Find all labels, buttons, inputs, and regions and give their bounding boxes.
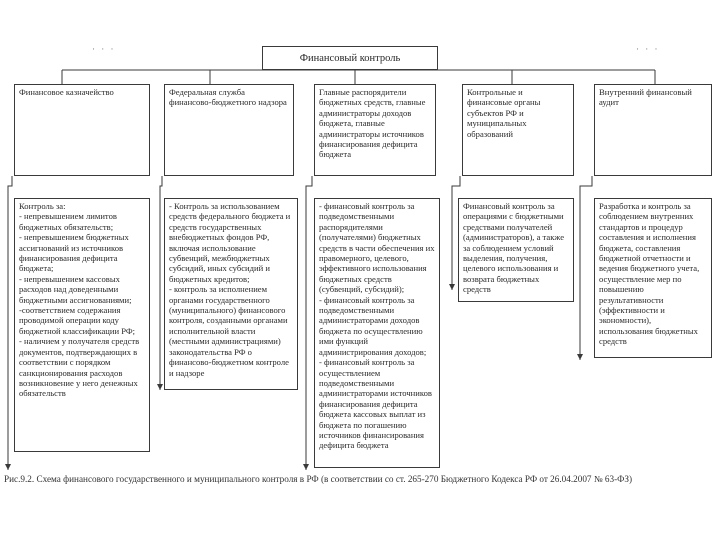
- col-body-treasury: [14, 198, 150, 452]
- chief-managers-item: - финансовый контроль за подведомственными распорядителями (получателями) бюджетных средств в части обеспечения их правомерного, целевого, эффективного использования бюджетных средств (субвенций, субсидий);: [319, 201, 435, 295]
- connector-bracket-3: [306, 176, 312, 470]
- col-body-internal-audit: [594, 198, 712, 358]
- arrowhead-5: [577, 354, 583, 360]
- federal-service-item: - Контроль за использованием средств федерального бюджета и средств государственных внебюджетных фондов РФ, включая использование субвенций, межбюджетных субсидий, иных субсидий и бюджетных кредитов;: [169, 201, 291, 284]
- arrowhead-1: [5, 464, 11, 470]
- federal-service-item: - контроль за исполнением органами государственного (муниципального) финансового контроля, созданными органами исполнительной власти (местными администрациями) законодательства РФ о финансово-бюджетном контроле и надзоре: [169, 284, 289, 378]
- figure-caption: Рис.9.2. Схема финансового государственного и муниципального контроля в РФ (в соответствии со ст. 265-270 Бюджетного Кодекса РФ от 26.04.2007 № 63-ФЗ): [4, 474, 633, 484]
- col-head-chief-managers: Главные распорядители бюджетных средств, главные администраторы доходов бюджета, главные администраторы источников финансирования дефицита бюджета: [314, 84, 436, 176]
- treasury-item: Контроль за:: [19, 201, 66, 211]
- decor-dots-left: · · ·: [92, 44, 116, 54]
- col-head-federal-service: Федеральная служба финансово-бюджетного надзора: [164, 84, 294, 176]
- col-head-regional-bodies: Контрольные и финансовые органы субъектов РФ и муниципальных образований: [462, 84, 574, 176]
- chief-managers-item: - финансовый контроль за подведомственными администраторами доходов бюджета по осуществлению ими функций администрирования доходов;: [319, 294, 427, 357]
- col-body-chief-managers: [314, 198, 440, 468]
- arrowhead-2: [157, 384, 163, 390]
- col-head-treasury: Финансовое казначейство: [14, 84, 150, 176]
- treasury-item: - непревышением лимитов бюджетных обязательств;: [19, 211, 117, 232]
- arrowhead-3: [303, 464, 309, 470]
- treasury-item: -соответствием содержания проводимой операции коду бюджетной классификации РФ;: [19, 305, 136, 336]
- arrowhead-4: [449, 284, 455, 290]
- col-body-regional-bodies: [458, 198, 574, 302]
- col-body-federal-service: [164, 198, 298, 390]
- treasury-item: - непревышением кассовых расходов над доведенными бюджетными ассигнованиями;: [19, 273, 132, 305]
- treasury-item: - наличием у получателя средств документов, подтверждающих в соответствии с порядком санкционирования расходов возникновение у него денежных обязательств: [19, 336, 140, 399]
- connector-bracket-1: [8, 176, 12, 470]
- connector-bracket-2: [160, 176, 162, 390]
- col-head-internal-audit: Внутренний финансовый аудит: [594, 84, 712, 176]
- regional-bodies-item: Финансовый контроль за операциями с бюджетными средствами получателей (администраторов), а также за соблюдением условий выделения, получения, целевого использования и возврата бюджетных средств: [463, 201, 565, 295]
- chief-managers-item: - финансовый контроль за осуществлением подведомственными администраторами источников финансирования дефицита бюджета кассовых выплат из бюджета по погашению источников финансирования дефицита бюджета: [319, 357, 432, 451]
- decor-dots-right: · · ·: [636, 44, 660, 54]
- internal-audit-item: Разработка и контроль за соблюдением внутренних стандартов и процедур составления и исполнения бюджета, составления бюджетной отчетности и ведения бюджетного учета, осуществление мер по повышению результативности (эффективности и экономности), использования бюджетных средств: [599, 201, 700, 347]
- connector-bracket-5: [580, 176, 592, 360]
- diagram-title-box: Финансовый контроль: [262, 46, 438, 70]
- treasury-item: - непревышением бюджетных ассигнований из источников финансирования дефицита бюджета;: [19, 232, 129, 274]
